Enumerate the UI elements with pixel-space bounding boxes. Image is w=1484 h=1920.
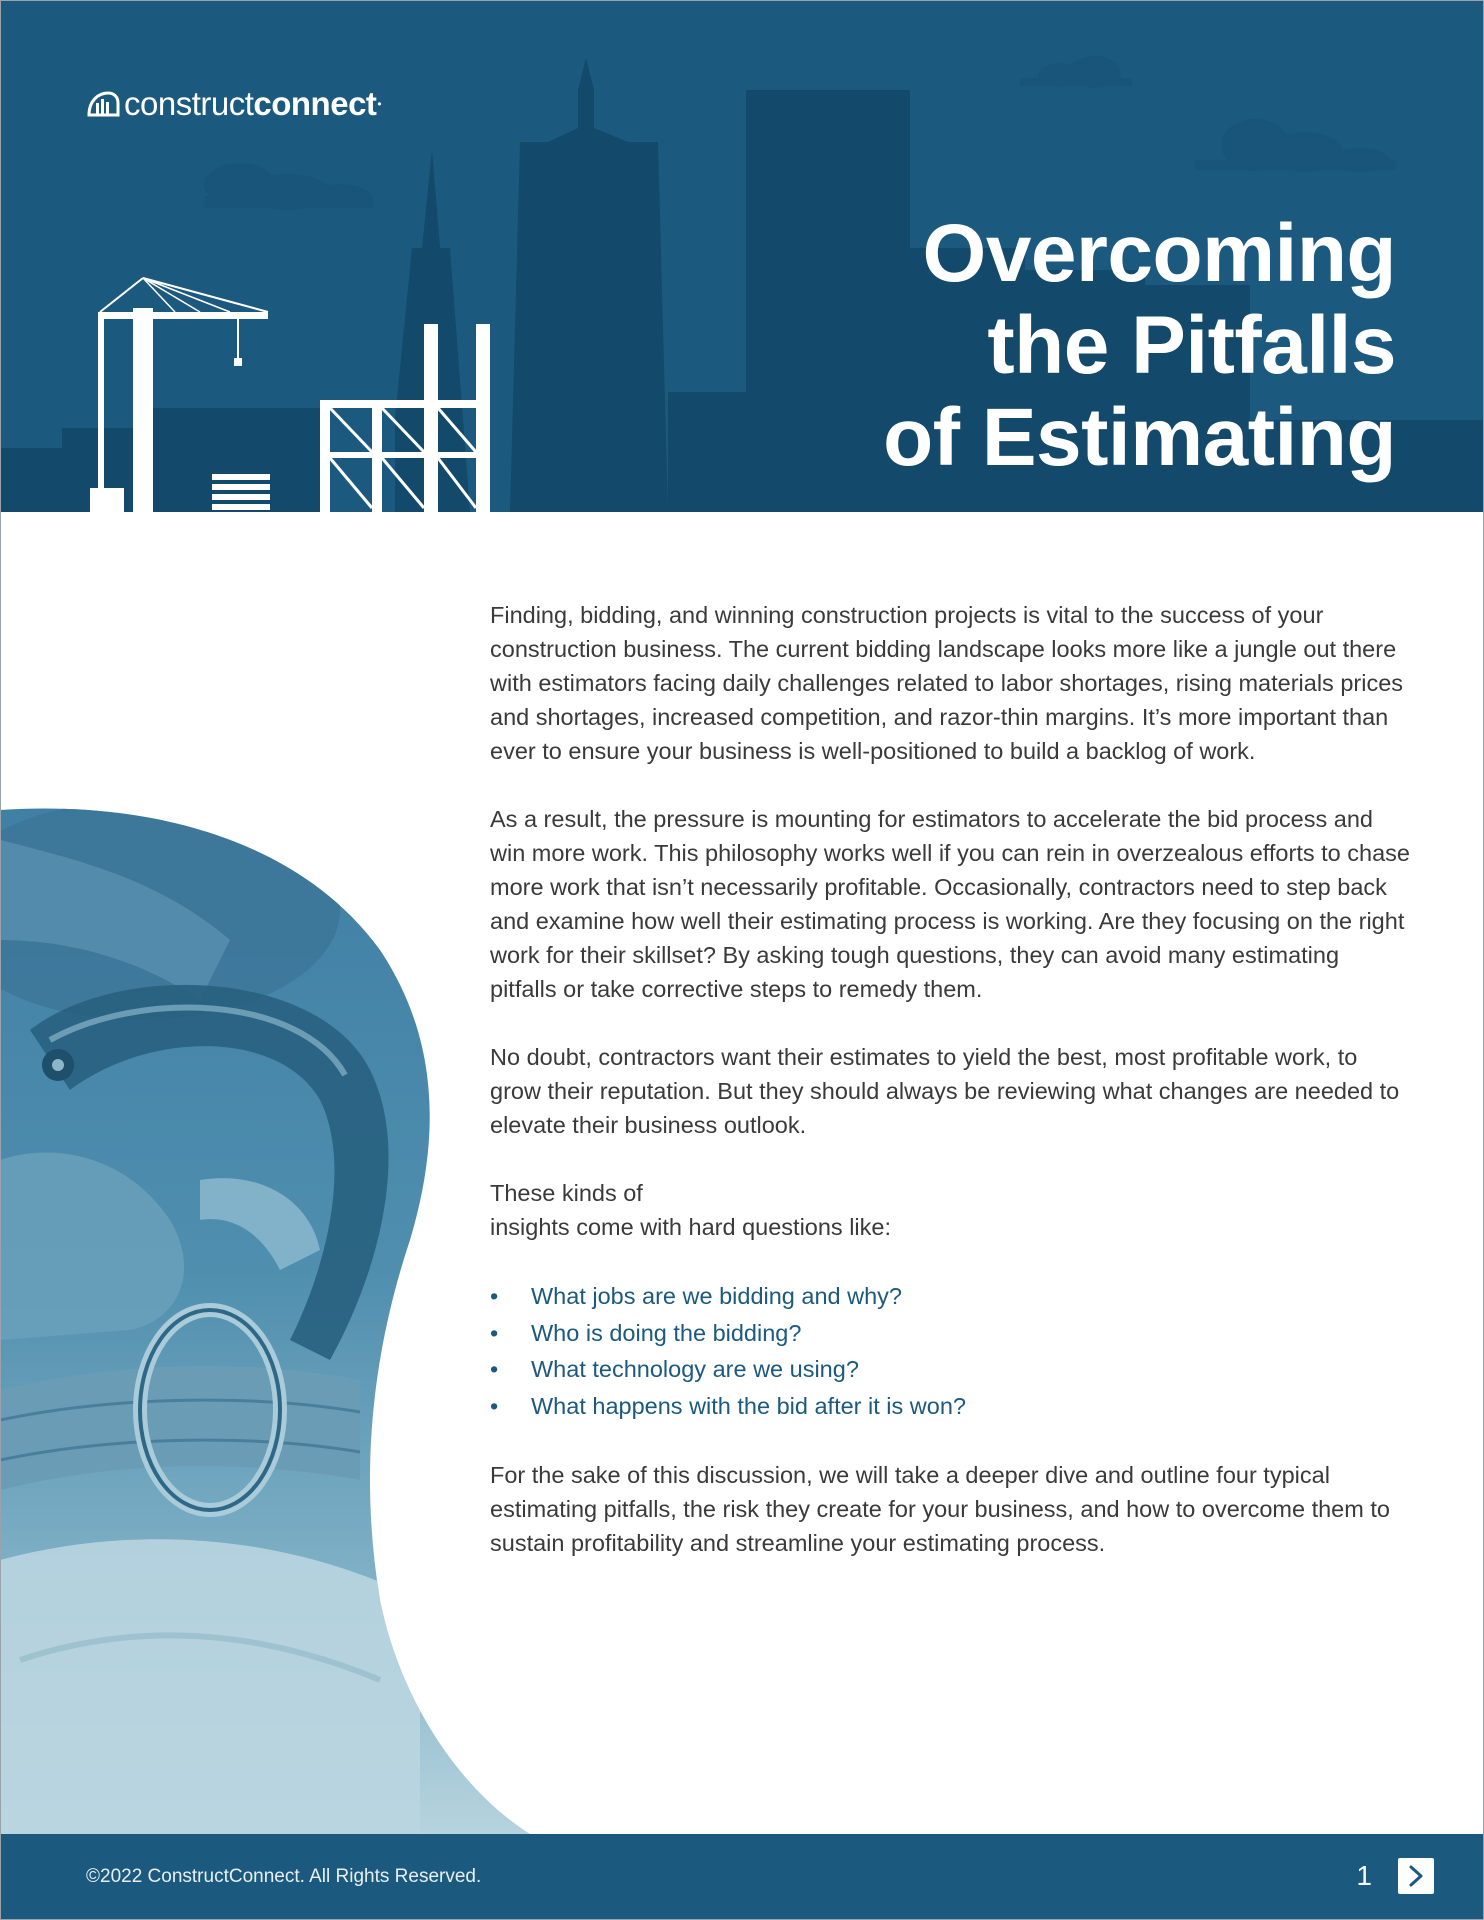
copyright-text: ©2022 ConstructConnect. All Rights Reserved. — [86, 1866, 482, 1887]
bullet-icon: • — [490, 1319, 499, 1346]
chevron-right-icon — [1406, 1864, 1426, 1888]
list-item — [490, 1351, 1410, 1388]
title-line: Overcoming — [922, 208, 1396, 299]
paragraph: For the sake of this discussion, we will take a deeper dive and outline four typical estimating pitfalls, the risk they create for your business, and how to overcome them to sustain profitability and streamline your estimating process. — [490, 1462, 1390, 1556]
article-body — [490, 598, 1410, 1594]
logo-word-connect: connect — [253, 85, 377, 122]
safety-harness-photo — [0, 800, 540, 1834]
list-item — [490, 1315, 1410, 1352]
bullet-icon: • — [490, 1356, 499, 1382]
question-text: What jobs are we bidding and why? — [531, 1283, 902, 1309]
page-footer — [0, 1834, 1484, 1920]
paragraph: Finding, bidding, and winning construction projects is vital to the success of your construction business. The current bidding landscape looks more like a jungle out there with estimators facing daily challenges related to labor shortages, rising materials prices and shortages, increased competition, and razor-thin margins. It’s more important than ever to ensure your business is well-positioned to build a backlog of work. — [490, 602, 1404, 764]
logo-word-construct: construct — [124, 85, 254, 122]
questions-intro — [490, 1176, 1410, 1244]
page-number: 1 — [1356, 1860, 1372, 1891]
bullet-icon: • — [490, 1392, 499, 1419]
registered-mark-icon: • — [377, 97, 382, 111]
next-page-button[interactable] — [1398, 1858, 1434, 1894]
questions-list — [490, 1278, 1410, 1424]
question-text: Who is doing the bidding? — [531, 1319, 802, 1346]
question-text: What technology are we using? — [531, 1356, 859, 1382]
paragraph: As a result, the pressure is mounting for estimators to accelerate the bid process and win more work. This philosophy works well if you can rein in overzealous efforts to chase more work that isn’t necessarily profitable. Occasionally, contractors need to step back and examine how well their estimating process is working. Are they focusing on the right work for their skillset? By asking tough questions, they can avoid many estimating pitfalls or take corrective steps to remedy them. — [490, 806, 1410, 1002]
title-line: the Pitfalls — [987, 300, 1396, 391]
hero-banner — [0, 0, 1484, 512]
title-line: of Estimating — [883, 392, 1396, 483]
questions-intro-line: These kinds of — [490, 1180, 643, 1206]
list-item — [490, 1278, 1410, 1315]
list-item — [490, 1388, 1410, 1425]
page-title — [696, 208, 1396, 484]
bullet-icon: • — [490, 1283, 499, 1309]
questions-intro-line: insights come with hard questions like: — [490, 1214, 892, 1240]
constructconnect-logo[interactable] — [86, 84, 382, 124]
question-text: What happens with the bid after it is won? — [531, 1392, 966, 1419]
constructconnect-logo-icon — [86, 89, 120, 119]
paragraph: No doubt, contractors want their estimates to yield the best, most profitable work, to grow their reputation. But they should always be reviewing what changes are needed to elevate their business outlook. — [490, 1044, 1400, 1138]
